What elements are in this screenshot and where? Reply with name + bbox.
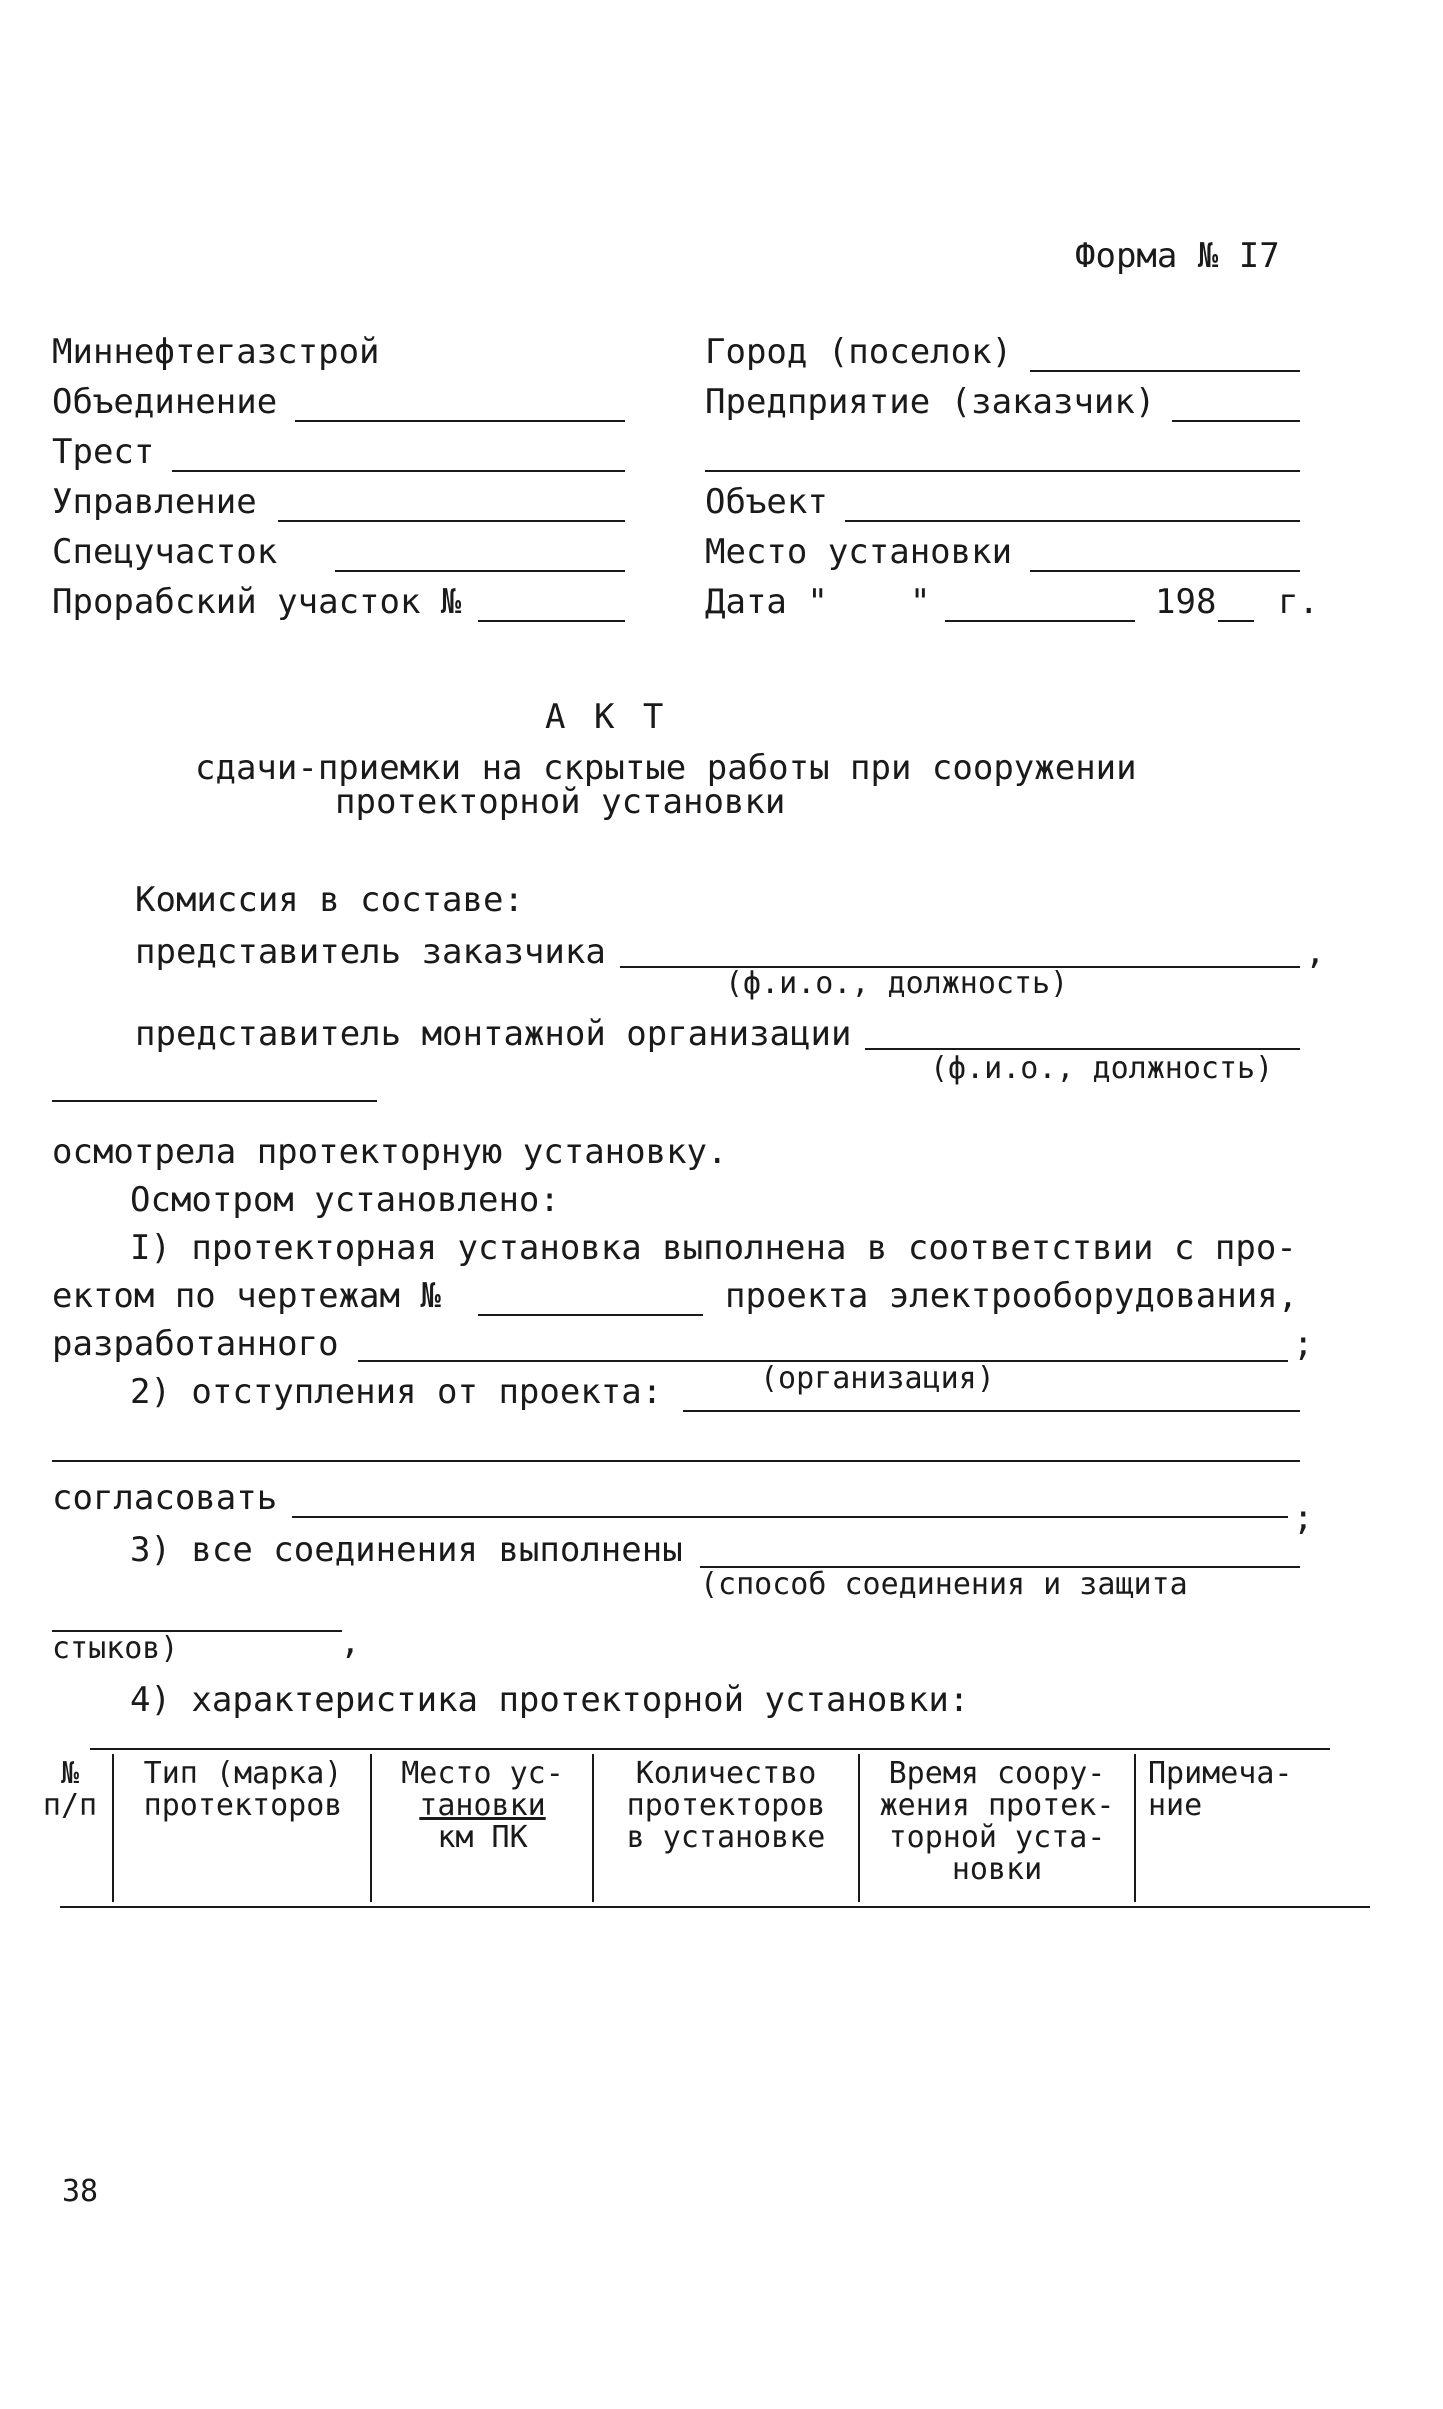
directorate-label: Управление bbox=[52, 482, 257, 522]
deviations-blank bbox=[683, 1410, 1300, 1412]
col-number-header: № п/п bbox=[42, 1756, 98, 1823]
object-label: Объект bbox=[705, 482, 828, 522]
table-top-rule bbox=[90, 1748, 1330, 1750]
col-place-header: Место ус- тановки км ПК bbox=[401, 1756, 564, 1855]
agreed-blank bbox=[292, 1516, 1288, 1518]
foreman-section-blank bbox=[478, 620, 625, 622]
act-subtitle-line2: протекторной установки bbox=[335, 782, 786, 822]
mount-rep-blank bbox=[865, 1048, 1300, 1050]
year-label: 198 bbox=[1155, 582, 1217, 622]
special-section-blank bbox=[335, 570, 625, 572]
date-label: Дата " bbox=[705, 582, 828, 622]
trust-label: Трест bbox=[52, 432, 155, 472]
deviations-blank-2 bbox=[52, 1460, 1300, 1462]
item1-line3: разработанного bbox=[52, 1324, 339, 1364]
install-place-label: Место установки bbox=[705, 532, 1013, 572]
item1-line2-a: ектом по чертежам № bbox=[52, 1276, 441, 1316]
date-quote: " bbox=[910, 582, 931, 622]
item3-text: 3) все соединения выполнены bbox=[130, 1530, 683, 1570]
act-subtitle-line1: сдачи-приемки на скрытые работы при сооружении bbox=[195, 748, 1137, 788]
method-hint: (способ соединения и защита bbox=[700, 1567, 1188, 1602]
comma-2: , bbox=[340, 1622, 361, 1662]
foreman-section-label: Прорабский участок № bbox=[52, 582, 462, 622]
organization-hint: (организация) bbox=[760, 1361, 995, 1396]
association-blank bbox=[295, 420, 625, 422]
enterprise-blank bbox=[1172, 420, 1300, 422]
agreed-label: согласовать bbox=[52, 1478, 278, 1518]
customer-rep-label: представитель заказчика bbox=[135, 932, 606, 972]
association-label: Объединение bbox=[52, 382, 278, 422]
ministry-label: Миннефтегазстрой bbox=[52, 332, 380, 372]
col-time-header: Время соору- жения протек- торной уста- новки bbox=[879, 1756, 1115, 1887]
comma-1: , bbox=[1305, 932, 1326, 972]
act-title: А К Т bbox=[545, 697, 668, 737]
page-number: 38 bbox=[62, 2174, 99, 2209]
col-divider-4 bbox=[858, 1754, 860, 1902]
table-bottom-rule bbox=[60, 1906, 1370, 1908]
object-blank bbox=[845, 520, 1300, 522]
established-text: Осмотром установлено: bbox=[130, 1180, 560, 1220]
semicolon-1: ; bbox=[1293, 1324, 1314, 1364]
fio-position-hint-1: (ф.и.о., должность) bbox=[725, 966, 1069, 1001]
col-divider-1 bbox=[112, 1754, 114, 1902]
enterprise-blank-2 bbox=[705, 470, 1300, 472]
drawing-number-blank bbox=[478, 1314, 703, 1316]
col-note-header: Примеча- ние bbox=[1148, 1756, 1293, 1823]
item2-text: 2) отступления от проекта: bbox=[130, 1372, 663, 1412]
item1-line1: I) протекторная установка выполнена в соответствии с про- bbox=[130, 1228, 1297, 1268]
col-count-header: Количество протекторов в установке bbox=[626, 1756, 826, 1855]
item4-text: 4) характеристика протекторной установки: bbox=[130, 1680, 970, 1720]
year-suffix: г. bbox=[1278, 582, 1319, 622]
special-section-label: Спецучасток bbox=[52, 532, 278, 572]
semicolon-2: ; bbox=[1293, 1498, 1314, 1538]
joints-hint: стыков) bbox=[52, 1631, 179, 1666]
col-divider-2 bbox=[370, 1754, 372, 1902]
item1-line2-b: проекта электрооборудования, bbox=[725, 1276, 1299, 1316]
directorate-blank bbox=[278, 520, 625, 522]
year-blank bbox=[1218, 620, 1254, 622]
inspected-text: осмотрела протекторную установку. bbox=[52, 1132, 728, 1172]
commission-label: Комиссия в составе: bbox=[135, 880, 524, 920]
mount-rep-blank-2 bbox=[52, 1100, 377, 1102]
protector-table bbox=[30, 1740, 1340, 1920]
trust-blank bbox=[172, 470, 625, 472]
city-label: Город (поселок) bbox=[705, 332, 1013, 372]
date-blank bbox=[945, 620, 1135, 622]
form-number: Форма № I7 bbox=[1075, 236, 1280, 276]
mount-rep-label: представитель монтажной организации bbox=[135, 1014, 852, 1054]
enterprise-label: Предприятие (заказчик) bbox=[705, 382, 1156, 422]
fio-position-hint-2: (ф.и.о., должность) bbox=[930, 1051, 1274, 1086]
col-type-header: Тип (марка) протекторов bbox=[143, 1756, 343, 1823]
city-blank bbox=[1030, 370, 1300, 372]
col-divider-3 bbox=[592, 1754, 594, 1902]
install-place-blank bbox=[1030, 570, 1300, 572]
col-divider-5 bbox=[1134, 1754, 1136, 1902]
